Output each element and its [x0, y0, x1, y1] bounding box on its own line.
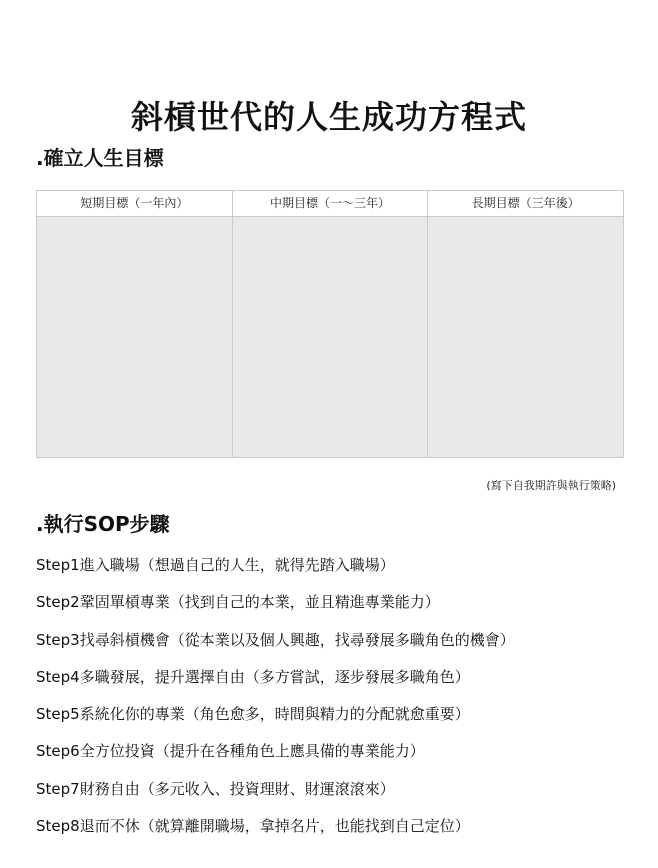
sop-step-4: Step4多職發展，提升選擇自由（多方嘗試，逐步發展多職角色）: [36, 667, 470, 686]
sop-step-1: Step1進入職場（想過自己的人生，就得先踏入職場）: [36, 556, 395, 574]
long-term-goal-area[interactable]: [428, 217, 623, 457]
long-term-goal-header: 長期目標（三年後）: [428, 191, 623, 217]
mid-term-goal-area[interactable]: [233, 217, 428, 457]
long-term-goal-column: [428, 191, 623, 457]
goals-table: [36, 190, 624, 458]
short-term-goal-area[interactable]: [37, 217, 232, 457]
sop-step-3: Step3找尋斜槓機會（從本業以及個人興趣，找尋發展多職角色的機會）: [36, 630, 515, 649]
sop-section-heading: .執行SOP步驟: [36, 512, 170, 536]
goals-note: (寫下自我期許與執行策略): [486, 479, 616, 492]
short-term-goal-column: [37, 191, 233, 457]
short-term-goal-header: 短期目標（一年內）: [37, 191, 232, 217]
sop-step-8: Step8退而不休（就算離開職場，拿掉名片，也能找到自己定位）: [36, 817, 470, 836]
sop-step-list: [36, 553, 636, 851]
sop-step-2: Step2鞏固單槓專業（找到自己的本業，並且精進專業能力）: [36, 593, 440, 612]
sop-step-7: Step7財務自由（多元收入、投資理財、財運滾滾來）: [36, 779, 395, 798]
goals-section-heading: .確立人生目標: [36, 146, 164, 170]
sop-step-6: Step6全方位投資（提升在各種角色上應具備的專業能力）: [36, 742, 425, 761]
sop-step-5: Step5系統化你的專業（角色愈多，時間與精力的分配就愈重要）: [36, 705, 470, 724]
mid-term-goal-column: [233, 191, 429, 457]
page-title: 斜槓世代的人生成功方程式: [130, 98, 527, 137]
mid-term-goal-header: 中期目標（一～三年）: [233, 191, 428, 217]
